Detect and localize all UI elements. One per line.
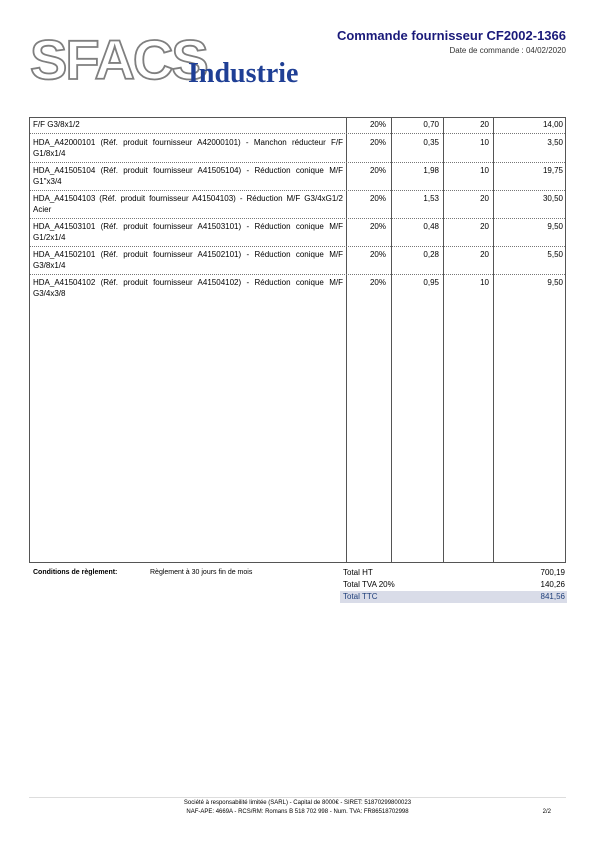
line-total: 3,50 [547,138,563,147]
line-quantity: 20 [480,250,489,259]
column-divider [391,118,392,562]
total-ht-label: Total HT [343,568,373,577]
line-quantity: 10 [480,138,489,147]
line-quantity: 10 [480,166,489,175]
column-divider [493,118,494,562]
page-number: 2/2 [542,809,551,815]
line-unit-price: 0,70 [423,120,439,129]
payment-conditions-label: Conditions de règlement: [33,569,118,576]
line-vat: 20% [369,166,386,175]
line-total: 5,50 [547,250,563,259]
company-logo [30,28,320,92]
line-vat: 20% [369,278,386,287]
order-date: Date de commande : 04/02/2020 [449,46,566,55]
line-vat: 20% [369,194,386,203]
order-lines-table [29,117,566,563]
line-total: 9,50 [547,278,563,287]
footer-divider [29,797,566,798]
line-unit-price: 1,98 [423,166,439,175]
line-unit-price: 0,35 [423,138,439,147]
line-vat: 20% [369,222,386,231]
footer-registration-info: NAF-APE: 4669A - RCS/RM: Romans B 518 702 998 - Num. TVA: FR86518702998 [186,809,409,815]
row-separator [30,246,565,247]
row-separator [30,162,565,163]
total-ttc-row [340,591,567,603]
row-separator [30,274,565,275]
total-ht-row [340,567,567,579]
line-description: HDA_A41504103 (Réf. produit fournisseur A41504103) - Réduction M/F G3/4xG1/2 Acier [33,194,343,214]
totals-block [340,567,567,603]
line-description: HDA_A42000101 (Réf. produit fournisseur A42000101) - Manchon réducteur F/F G1/8x1/4 [33,138,343,158]
row-separator [30,133,565,134]
line-description: HDA_A41505104 (Réf. produit fournisseur A41505104) - Réduction conique M/F G1"x3/4 [33,166,343,186]
footer-company-info: Société à responsabilité limitée (SARL) - Capital de 8000€ - SIRET: 51870299800023 [183,800,412,806]
line-unit-price: 0,28 [423,250,439,259]
total-tva-label: Total TVA 20% [343,580,395,589]
line-description: HDA_A41503101 (Réf. produit fournisseur A41503101) - Réduction conique M/F G1/2x1/4 [33,222,343,242]
line-vat: 20% [369,250,386,259]
logo-sfacs-text: SFACS [30,28,207,91]
page-title: Commande fournisseur CF2002-1366 [336,28,566,43]
line-unit-price: 0,95 [423,278,439,287]
line-quantity: 10 [480,278,489,287]
total-tva-value: 140,26 [540,580,565,589]
total-ttc-label: Total TTC [343,592,378,601]
line-quantity: 20 [480,120,489,129]
total-tva-row [340,579,567,591]
row-separator [30,218,565,219]
line-quantity: 20 [480,222,489,231]
line-description: F/F G3/8x1/2 [33,120,80,129]
column-divider [346,118,347,562]
payment-conditions-value: Règlement à 30 jours fin de mois [150,569,253,576]
logo-industrie-text: Industrie [188,58,299,89]
line-description: HDA_A41504102 (Réf. produit fournisseur A41504102) - Réduction conique M/F G3/4x3/8 [33,278,343,298]
line-quantity: 20 [480,194,489,203]
line-total: 9,50 [547,222,563,231]
line-total: 30,50 [542,194,563,203]
column-divider [443,118,444,562]
total-ht-value: 700,19 [540,568,565,577]
line-total: 19,75 [542,166,563,175]
line-unit-price: 1,53 [423,194,439,203]
line-total: 14,00 [542,120,563,129]
line-vat: 20% [369,120,386,129]
line-unit-price: 0,48 [423,222,439,231]
total-ttc-value: 841,56 [540,592,565,601]
line-vat: 20% [369,138,386,147]
line-description: HDA_A41502101 (Réf. produit fournisseur A41502101) - Réduction conique M/F G3/8x1/4 [33,250,343,270]
row-separator [30,190,565,191]
